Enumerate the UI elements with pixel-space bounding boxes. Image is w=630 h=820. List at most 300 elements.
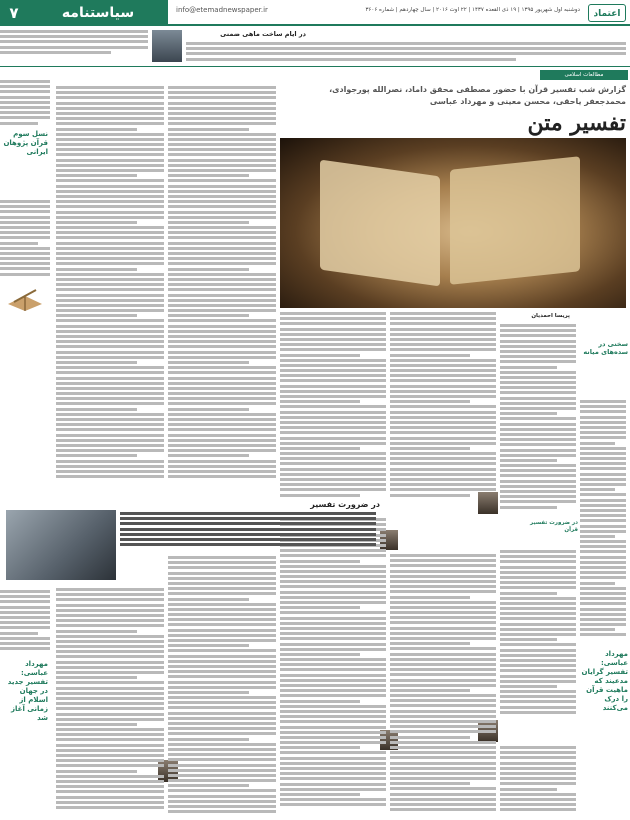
text-line — [168, 629, 276, 632]
text-line — [168, 691, 249, 694]
text-line — [280, 390, 386, 393]
text-line — [280, 606, 360, 609]
text-line — [390, 762, 496, 765]
text-line — [168, 382, 276, 385]
text-line — [168, 665, 276, 668]
text-line — [0, 216, 50, 219]
text-line — [280, 757, 386, 760]
text-line — [56, 444, 164, 447]
text-line — [280, 575, 386, 578]
text-line — [500, 397, 576, 400]
text-line — [280, 400, 360, 403]
text-line — [280, 663, 386, 666]
text-line — [390, 348, 496, 351]
text-line — [500, 612, 576, 615]
text-line — [500, 762, 576, 765]
text-line — [56, 619, 164, 622]
text-line — [390, 385, 496, 388]
text-line — [580, 623, 626, 626]
text-line — [280, 591, 386, 594]
text-line — [580, 499, 626, 502]
text-line — [500, 566, 576, 569]
text-line — [168, 634, 276, 637]
text-line — [56, 387, 164, 390]
text-line — [390, 462, 496, 465]
text-line — [580, 519, 626, 522]
text-line — [280, 369, 386, 372]
text-line — [56, 242, 164, 245]
text-line — [168, 231, 276, 234]
text-line — [56, 408, 137, 411]
text-line — [168, 784, 249, 787]
text-line — [280, 395, 386, 398]
text-line — [280, 684, 386, 687]
text-line — [56, 107, 164, 110]
text-line — [168, 639, 276, 642]
text-line — [580, 493, 626, 496]
text-line — [56, 273, 164, 276]
text-line — [168, 582, 276, 585]
text-line — [500, 607, 576, 610]
text-line — [390, 575, 496, 578]
text-line — [56, 102, 164, 105]
text-line — [390, 322, 496, 325]
text-line — [500, 751, 576, 754]
text-line — [390, 689, 470, 692]
text-line — [56, 345, 164, 348]
text-line — [280, 338, 386, 341]
text-line — [280, 726, 386, 729]
text-line — [56, 470, 164, 473]
text-line — [0, 101, 50, 104]
text-line — [56, 733, 164, 736]
text-line — [390, 468, 496, 471]
text-line — [280, 580, 386, 583]
text-line — [56, 666, 164, 669]
text-line — [56, 392, 164, 395]
text-line — [168, 174, 249, 177]
text-line — [168, 200, 276, 203]
text-line — [56, 164, 164, 167]
text-line — [280, 348, 386, 351]
text-line — [280, 793, 360, 796]
text-line — [390, 803, 496, 806]
text-line — [0, 642, 50, 645]
text-line — [280, 468, 386, 471]
text-line — [500, 756, 576, 759]
text-column — [56, 588, 164, 816]
box-intro-text — [120, 512, 376, 552]
text-column — [280, 312, 386, 502]
text-line — [580, 405, 626, 408]
text-line — [580, 535, 615, 538]
text-line — [500, 500, 576, 503]
text-line — [500, 788, 557, 791]
text-line — [390, 694, 496, 697]
text-line — [280, 632, 386, 635]
text-line — [500, 633, 576, 636]
text-line — [168, 340, 276, 343]
text-line — [168, 675, 276, 678]
text-line — [168, 753, 276, 756]
text-line — [280, 788, 386, 791]
text-line — [390, 494, 470, 497]
text-line — [168, 428, 276, 431]
text-line — [56, 216, 164, 219]
text-line — [280, 705, 386, 708]
panel-photo — [6, 510, 116, 580]
text-column — [500, 746, 576, 816]
text-line — [390, 777, 496, 780]
text-line — [56, 428, 164, 431]
text-line — [580, 540, 626, 543]
text-line — [280, 452, 386, 455]
text-line — [56, 122, 164, 125]
text-line — [168, 117, 276, 120]
text-line — [56, 661, 164, 664]
text-line — [56, 112, 164, 115]
text-line — [168, 592, 276, 595]
text-line — [500, 407, 576, 410]
text-line — [280, 720, 386, 723]
text-line — [580, 431, 626, 434]
text-line — [56, 604, 164, 607]
text-line — [0, 637, 50, 640]
text-line — [56, 439, 164, 442]
text-line — [280, 798, 386, 801]
text-line — [56, 744, 164, 747]
text-line — [168, 257, 276, 260]
text-line — [168, 810, 276, 813]
text-line — [280, 679, 386, 682]
text-line — [168, 273, 276, 276]
text-line — [390, 364, 496, 367]
text-line — [56, 460, 164, 463]
text-line — [500, 793, 576, 796]
text-line — [56, 764, 164, 767]
text-line — [280, 343, 386, 346]
text-line — [168, 309, 276, 312]
text-line — [500, 443, 576, 446]
text-line — [390, 720, 496, 723]
text-line — [280, 328, 386, 331]
text-line — [390, 437, 496, 440]
text-line — [168, 351, 276, 354]
text-line — [56, 434, 164, 437]
text-line — [500, 685, 557, 688]
text-line — [390, 730, 496, 733]
text-line — [390, 585, 496, 588]
text-line — [280, 442, 386, 445]
text-line — [500, 560, 576, 563]
text-column — [390, 554, 496, 814]
text-line — [168, 475, 276, 478]
text-line — [500, 550, 576, 553]
text-line — [280, 426, 386, 429]
text-line — [580, 566, 626, 569]
text-line — [580, 608, 626, 611]
text-line — [120, 533, 376, 536]
text-column — [500, 324, 576, 514]
text-line — [280, 751, 386, 754]
text-line — [580, 582, 615, 585]
text-line — [390, 354, 470, 357]
text-line — [56, 598, 164, 601]
text-line — [168, 608, 276, 611]
text-line — [168, 717, 276, 720]
text-line — [168, 122, 276, 125]
text-line — [168, 299, 276, 302]
text-line — [390, 590, 496, 593]
text-line — [168, 712, 276, 715]
text-line — [280, 767, 386, 770]
text-line — [168, 314, 249, 317]
text-line — [580, 545, 626, 548]
text-line — [500, 711, 576, 714]
text-line — [168, 572, 276, 575]
text-line — [390, 611, 496, 614]
text-line — [390, 642, 470, 645]
text-line — [168, 470, 276, 473]
text-line — [580, 602, 626, 605]
text-line — [580, 618, 626, 621]
text-line — [0, 106, 50, 109]
text-line — [168, 91, 276, 94]
text-line — [56, 299, 164, 302]
text-line — [168, 566, 276, 569]
text-line — [56, 366, 164, 369]
text-line — [0, 606, 50, 609]
strip-text-left — [0, 30, 148, 56]
text-line — [390, 405, 496, 408]
text-line — [168, 164, 276, 167]
text-line — [168, 779, 276, 782]
text-line — [580, 436, 626, 439]
text-line — [500, 669, 576, 672]
text-line — [168, 247, 276, 250]
text-line — [280, 447, 360, 450]
text-line — [580, 587, 626, 590]
text-line — [56, 288, 164, 291]
text-line — [390, 637, 496, 640]
issue-line: دوشنبه اول شهریور ۱۳۹۵ | ۱۹ ذی القعده ۱۴۳۷ | ۲۲ اوت ۲۰۱۶ | سال چهاردهم | شماره ۳۶۰۶ — [365, 7, 580, 13]
text-column — [56, 86, 164, 486]
text-line — [168, 561, 276, 564]
text-line — [500, 376, 576, 379]
text-line — [390, 647, 496, 650]
text-line — [280, 637, 386, 640]
text-line — [168, 268, 249, 271]
text-line — [500, 664, 576, 667]
text-line — [390, 400, 470, 403]
text-line — [500, 808, 576, 811]
text-line — [168, 288, 276, 291]
text-line — [500, 597, 576, 600]
text-line — [168, 185, 276, 188]
text-line — [390, 483, 496, 486]
text-line — [500, 798, 576, 801]
text-line — [168, 133, 276, 136]
text-line — [56, 413, 164, 416]
text-line — [56, 681, 164, 684]
box-title: در ضرورت تفسیر — [310, 500, 380, 509]
text-line — [168, 190, 276, 193]
text-line — [0, 85, 50, 88]
text-line — [168, 330, 276, 333]
text-line — [500, 581, 576, 584]
text-line — [168, 732, 276, 735]
text-line — [580, 628, 615, 631]
text-line — [56, 91, 164, 94]
text-line — [168, 774, 276, 777]
text-line — [500, 433, 576, 436]
manuscript-photo — [280, 138, 626, 308]
text-line — [280, 596, 386, 599]
text-line — [280, 627, 386, 630]
page-number: ۷ — [0, 0, 28, 26]
article-supertitle: گزارش شب تفسیر قرآن با حضور مصطفی محقق داماد، نصرالله پورجوادی، محمدجعفر یاحقی، محسن معینی و مهرداد عباسی — [329, 85, 626, 106]
text-line — [168, 325, 276, 328]
text-line — [280, 488, 386, 491]
text-line — [500, 675, 576, 678]
right-sidebar-text — [580, 400, 626, 640]
text-line — [0, 80, 50, 83]
text-line — [280, 689, 386, 692]
text-line — [390, 756, 496, 759]
text-line — [56, 609, 164, 612]
text-line — [280, 772, 386, 775]
text-line — [56, 262, 164, 265]
text-line — [500, 803, 576, 806]
text-line — [168, 387, 276, 390]
text-line — [580, 447, 626, 450]
text-line — [280, 653, 360, 656]
text-line — [56, 179, 164, 182]
text-line — [500, 649, 576, 652]
text-line — [168, 454, 249, 457]
text-line — [280, 601, 386, 604]
text-line — [580, 410, 626, 413]
text-line — [56, 174, 137, 177]
text-line — [390, 673, 496, 676]
author-byline: پریسا احمدیان — [531, 313, 570, 319]
text-line — [56, 148, 164, 151]
text-line — [500, 602, 576, 605]
text-line — [390, 632, 496, 635]
text-line — [580, 550, 626, 553]
text-line — [280, 421, 386, 424]
text-line — [56, 236, 164, 239]
text-line — [56, 707, 164, 710]
newspaper-logo: اعتماد — [588, 4, 626, 22]
text-line — [56, 314, 137, 317]
text-line — [580, 592, 626, 595]
book-page-right — [450, 156, 580, 285]
text-line — [280, 494, 360, 497]
text-line — [168, 649, 276, 652]
email-link[interactable]: info@etemadnewspaper.ir — [176, 6, 268, 14]
text-line — [56, 687, 164, 690]
text-line — [500, 360, 576, 363]
text-line — [390, 328, 496, 331]
text-line — [500, 371, 576, 374]
text-line — [56, 635, 164, 638]
text-line — [56, 335, 164, 338]
text-line — [0, 590, 50, 593]
text-line — [500, 782, 576, 785]
text-line — [56, 655, 164, 658]
right-sidebar-title: سخنی در سده‌های میانه — [583, 340, 628, 356]
text-line — [580, 613, 626, 616]
text-line — [168, 195, 276, 198]
text-line — [390, 653, 496, 656]
text-line — [168, 449, 276, 452]
text-line — [168, 226, 276, 229]
text-line — [0, 626, 50, 629]
text-line — [168, 789, 276, 792]
text-line — [56, 247, 164, 250]
text-line — [500, 495, 576, 498]
text-line — [168, 613, 276, 616]
text-line — [168, 618, 276, 621]
section-label: سیاستنامه — [28, 0, 168, 26]
text-column — [168, 556, 276, 816]
text-line — [0, 90, 50, 93]
text-line — [390, 601, 496, 604]
text-line — [280, 570, 386, 573]
text-line — [390, 421, 496, 424]
text-line — [56, 754, 164, 757]
text-line — [500, 638, 557, 641]
text-line — [390, 621, 496, 624]
text-column — [168, 86, 276, 486]
text-line — [280, 317, 386, 320]
text-line — [168, 706, 276, 709]
text-line — [580, 556, 626, 559]
text-line — [56, 713, 164, 716]
text-line — [168, 102, 276, 105]
text-line — [168, 107, 276, 110]
text-line — [280, 416, 386, 419]
text-line — [280, 462, 386, 465]
text-line — [390, 570, 496, 573]
text-line — [168, 377, 276, 380]
text-line — [168, 644, 249, 647]
text-line — [168, 795, 276, 798]
text-line — [580, 457, 626, 460]
text-line — [280, 731, 386, 734]
text-line — [56, 749, 164, 752]
text-line — [56, 138, 164, 141]
text-line — [280, 437, 386, 440]
text-line — [168, 262, 276, 265]
text-line — [390, 333, 496, 336]
text-line — [168, 722, 276, 725]
text-line — [390, 751, 496, 754]
text-line — [500, 695, 576, 698]
text-line — [500, 617, 576, 620]
text-line — [168, 304, 276, 307]
text-line — [168, 743, 276, 746]
text-line — [168, 319, 276, 322]
text-line — [56, 252, 164, 255]
text-line — [56, 117, 164, 120]
text-line — [500, 772, 576, 775]
text-line — [56, 465, 164, 468]
text-line — [390, 488, 496, 491]
text-line — [168, 444, 276, 447]
text-line — [500, 324, 576, 327]
